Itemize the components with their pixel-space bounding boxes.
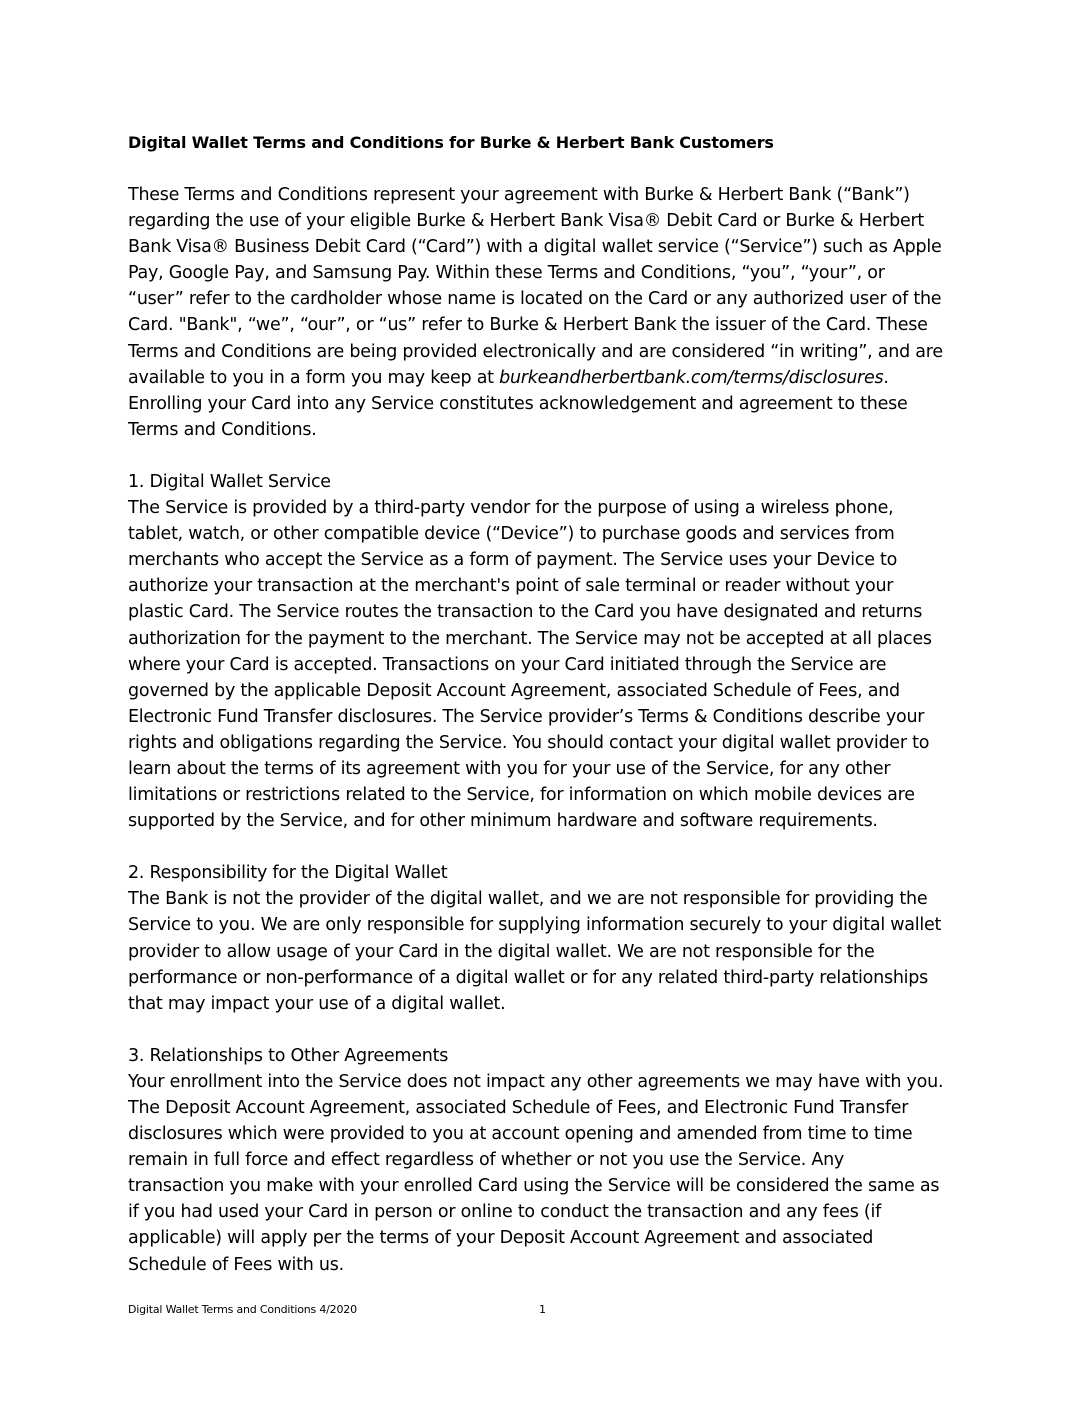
- text-line: The Deposit Account Agreement, associated Schedule of Fees, and Electronic Fund Transfer: [128, 1098, 909, 1118]
- text-line: performance or non-performance of a digital wallet or for any related third-party relationships: [128, 967, 929, 988]
- text-line: Your enrollment into the Service does not impact any other agreements we may have with you.: [128, 1071, 944, 1092]
- link-suffix: .: [883, 367, 889, 388]
- text-line: authorize your transaction at the merchant's point of sale terminal or reader without your: [128, 576, 894, 597]
- document-body: [128, 130, 968, 1278]
- section-heading: 2. Responsibility for the Digital Wallet: [128, 863, 448, 884]
- intro-paragraph: [128, 182, 968, 443]
- text-line: authorization for the payment to the merchant. The Service may not be accepted at all places: [128, 628, 932, 649]
- text-line: remain in full force and effect regardless of whether or not you use the Service. Any: [128, 1150, 845, 1171]
- text-line: applicable) will apply per the terms of your Deposit Account Agreement and associated: [128, 1228, 874, 1249]
- page-number: 1: [539, 1303, 546, 1316]
- link-prefix: available to you in a form you may keep at: [128, 367, 500, 388]
- text-line: transaction you make with your enrolled Card using the Service will be considered the same as: [128, 1176, 940, 1197]
- section-digital-wallet-service: [128, 469, 968, 834]
- disclosures-link[interactable]: burkeandherbertbank.com/terms/disclosures: [499, 367, 884, 388]
- section-relationships: [128, 1043, 968, 1278]
- text-line: Schedule of Fees with us.: [128, 1254, 344, 1275]
- text-line: governed by the applicable Deposit Account Agreement, associated Schedule of Fees, and: [128, 680, 900, 701]
- text-line: The Service is provided by a third-party vendor for the purpose of using a wireless phone,: [128, 498, 894, 519]
- text-line: limitations or restrictions related to the Service, for information on which mobile devices are: [128, 785, 915, 806]
- text-line: Bank Visa® Business Debit Card (“Card”) with a digital wallet service (“Service”) such as Apple: [128, 237, 942, 258]
- text-line: if you had used your Card in person or online to conduct the transaction and any fees (if: [128, 1202, 882, 1223]
- text-line: regarding the use of your eligible Burke & Herbert Bank Visa® Debit Card or Burke & Herbert: [128, 211, 925, 232]
- text-line: Pay, Google Pay, and Samsung Pay. Within these Terms and Conditions, “you”, “your”, or: [128, 263, 885, 284]
- text-line-with-link: [128, 365, 968, 391]
- text-line: Terms and Conditions are being provided electronically and are considered “in writing”, and are: [128, 341, 943, 362]
- text-line: that may impact your use of a digital wallet.: [128, 993, 506, 1014]
- text-line: These Terms and Conditions represent your agreement with Burke & Herbert Bank (“Bank”): [128, 185, 910, 205]
- text-line: learn about the terms of its agreement with you for your use of the Service, for any other: [128, 758, 891, 779]
- text-line: The Bank is not the provider of the digital wallet, and we are not responsible for providing the: [128, 889, 928, 910]
- text-line: Service to you. We are only responsible for supplying information securely to your digital wallet: [128, 915, 942, 936]
- text-line: Card. "Bank", “we”, “our”, or “us” refer to Burke & Herbert Bank the issuer of the Card. These: [128, 315, 928, 336]
- text-line: plastic Card. The Service routes the transaction to the Card you have designated and returns: [128, 602, 923, 623]
- text-line: provider to allow usage of your Card in the digital wallet. We are not responsible for the: [128, 941, 875, 962]
- text-line: “user” refer to the cardholder whose name is located on the Card or any authorized user of the: [128, 289, 942, 310]
- section-heading: 3. Relationships to Other Agreements: [128, 1045, 449, 1066]
- section-heading: 1. Digital Wallet Service: [128, 471, 331, 492]
- text-line: tablet, watch, or other compatible device (“Device”) to purchase goods and services from: [128, 524, 895, 545]
- text-line: Enrolling your Card into any Service constitutes acknowledgement and agreement to these: [128, 393, 908, 414]
- text-line: where your Card is accepted. Transactions on your Card initiated through the Service are: [128, 654, 887, 675]
- section-responsibility: [128, 860, 968, 1017]
- text-line: rights and obligations regarding the Service. You should contact your digital wallet provider to: [128, 732, 930, 753]
- text-line: merchants who accept the Service as a form of payment. The Service uses your Device to: [128, 550, 898, 571]
- document-title: Digital Wallet Terms and Conditions for Burke & Herbert Bank Customers: [128, 133, 774, 152]
- footer-label: Digital Wallet Terms and Conditions 4/2020: [128, 1303, 357, 1316]
- text-line: disclosures which were provided to you at account opening and amended from time to time: [128, 1124, 913, 1145]
- text-line: supported by the Service, and for other minimum hardware and software requirements.: [128, 811, 878, 832]
- text-line: Electronic Fund Transfer disclosures. The Service provider’s Terms & Conditions describe your: [128, 706, 925, 727]
- text-line: Terms and Conditions.: [128, 419, 317, 440]
